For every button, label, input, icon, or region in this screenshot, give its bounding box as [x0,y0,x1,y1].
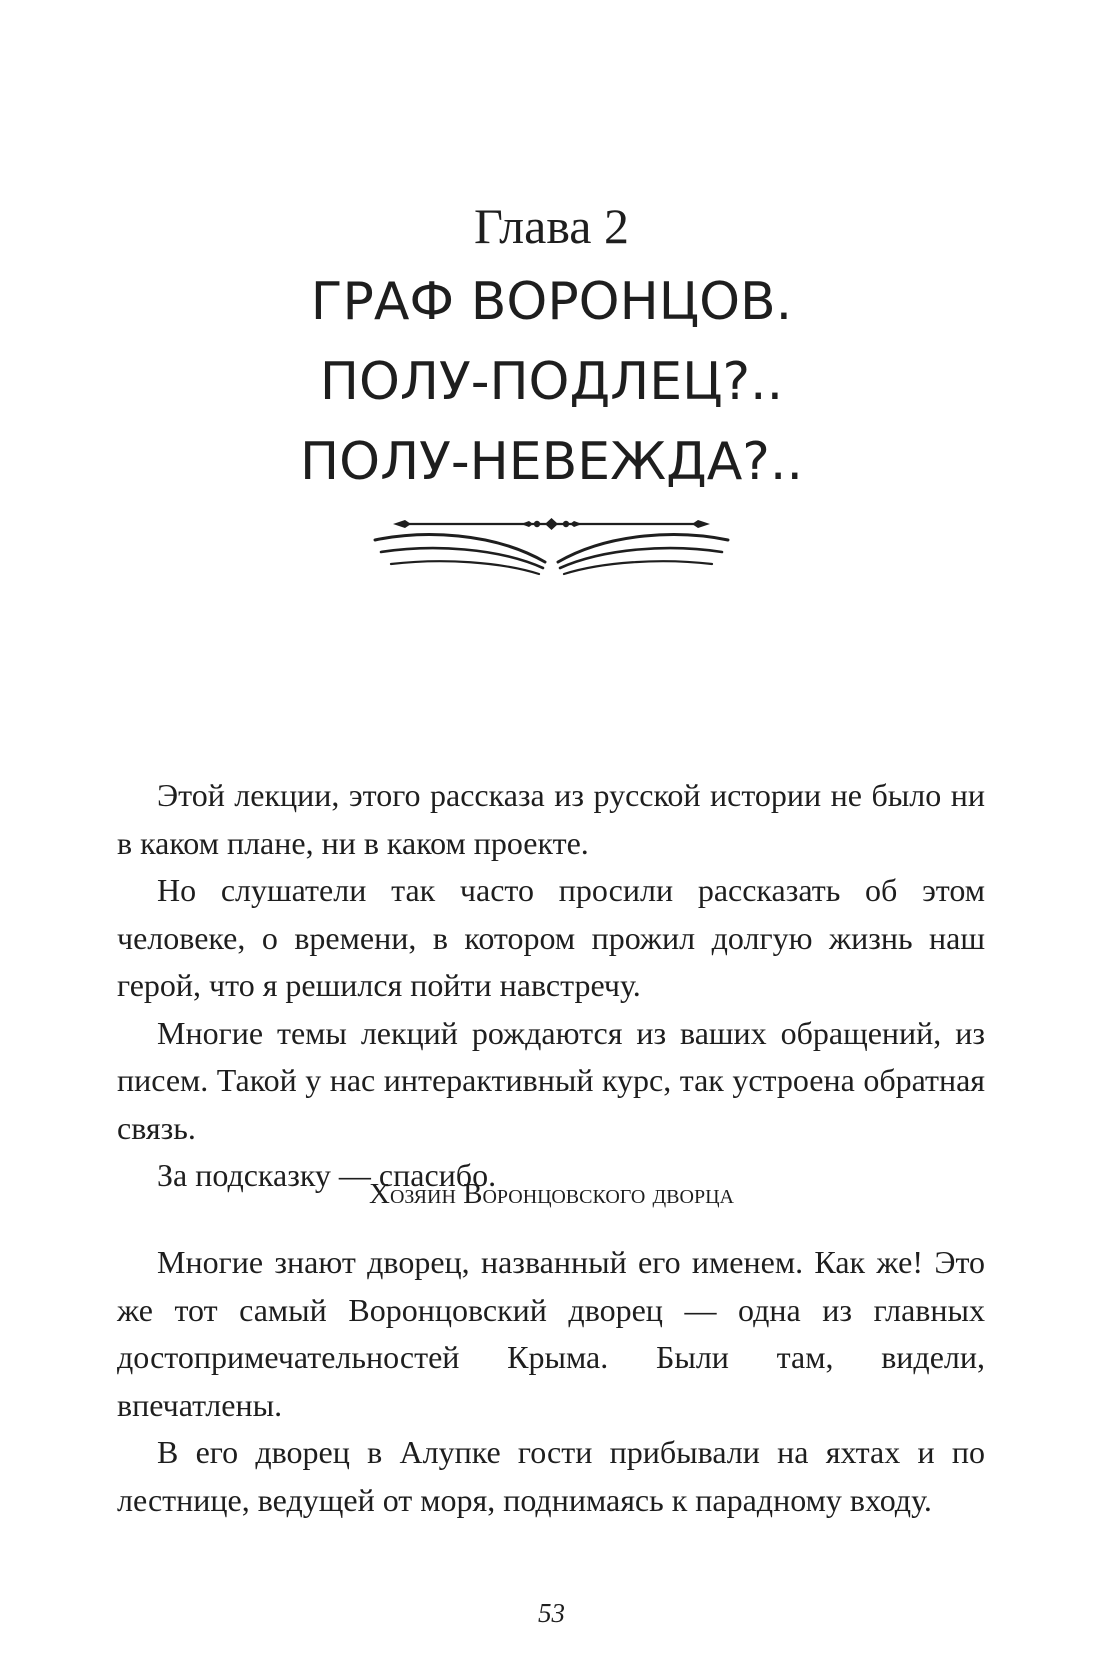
paragraph: Этой лекции, этого рассказа из русской истории не было ни в каком плане, ни в каком проекте. [117,777,985,861]
section-text [117,1239,985,1524]
chapter-title-line: ГРАФ ВОРОНЦОВ. [310,272,793,332]
page-number: 53 [538,1598,565,1628]
paragraph: В его дворец в Алупке гости прибывали на яхтах и по лестнице, ведущей от моря, поднимаясь к парадному входу. [117,1434,985,1518]
chapter-title-line: ПОЛУ-НЕВЕЖДА?.. [300,432,803,492]
intro-text [117,772,985,1200]
paragraph: Но слушатели так часто просили рассказать об этом человеке, о времени, в котором прожил долгую жизнь наш герой, что я решился пойти навстречу. [117,872,985,1003]
paragraph: Многие темы лекций рождаются из ваших обращений, из писем. Такой у нас интерактивный курс, так устроена обратная связь. [117,1014,985,1146]
chapter-title-line: ПОЛУ-ПОДЛЕЦ?.. [319,352,784,412]
chapter-label: Глава 2 [474,198,629,254]
decorative-flourish-icon [373,518,730,580]
section-heading: Хозяин Воронцовского дворца [369,1178,734,1210]
paragraph: За подсказку — спасибо. [157,1157,497,1193]
chapter-title [0,262,1103,502]
paragraph: Многие знают дворец, названный его именем. Как же! Это же тот самый Воронцовский дворец — одна из главных достопримечательностей Крыма. Были там, видели, впечатлены. [117,1244,985,1423]
